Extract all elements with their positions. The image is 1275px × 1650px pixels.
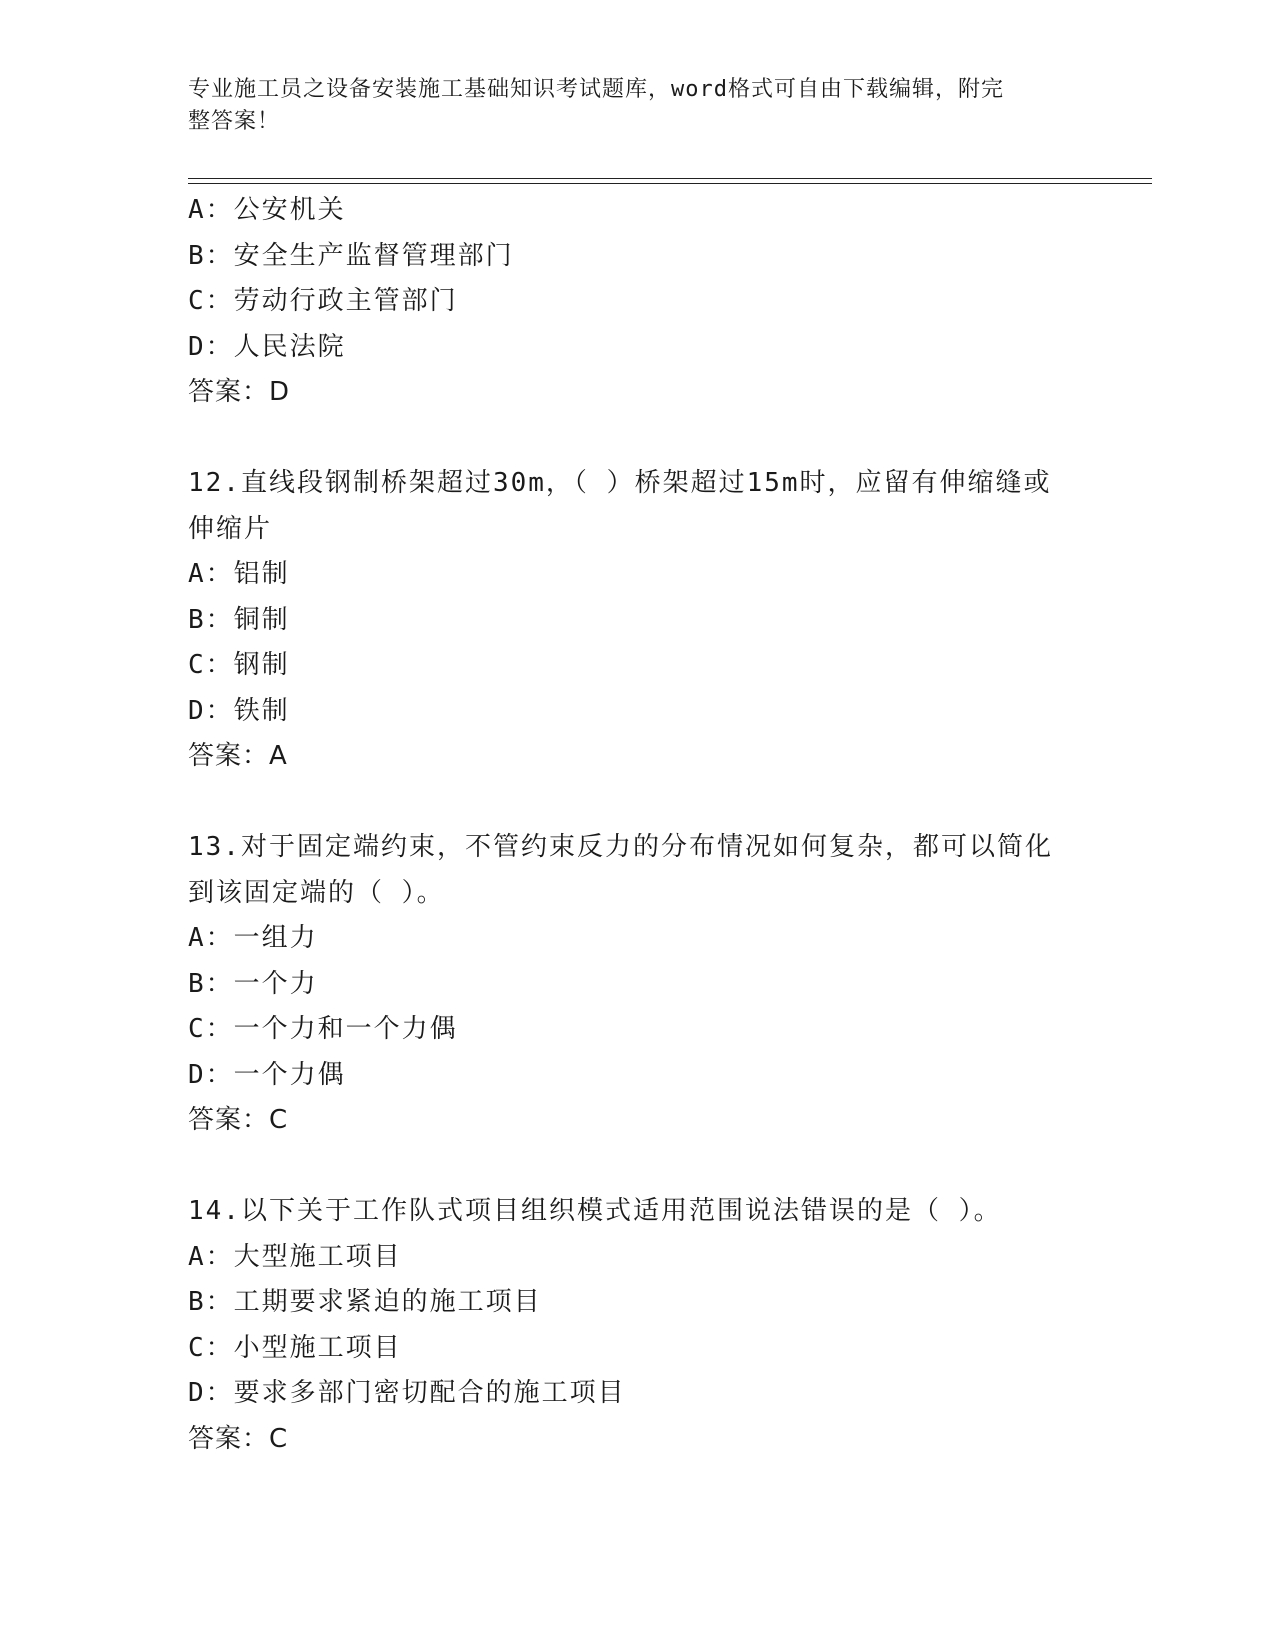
- question-14-block: [188, 1189, 1088, 1462]
- question-stem: 12.直线段钢制桥架超过30m，（ ）桥架超过15m时，应留有伸缩缝或: [188, 468, 1052, 498]
- question-stem: 13.对于固定端约束，不管约束反力的分布情况如何复杂，都可以简化: [188, 832, 1053, 862]
- header-line-1: 专业施工员之设备安装施工基础知识考试题库，word格式可自由下载编辑，附完: [188, 77, 1004, 102]
- option-b: B：安全生产监督管理部门: [188, 240, 514, 271]
- question-list: [188, 188, 1088, 1462]
- option-d: D：要求多部门密切配合的施工项目: [188, 1378, 626, 1408]
- option-c: C：一个力和一个力偶: [188, 1014, 458, 1044]
- option-c: C：小型施工项目: [188, 1332, 402, 1363]
- option-a: A：大型施工项目: [188, 1241, 402, 1272]
- option-d: D：一个力偶: [188, 1059, 346, 1090]
- question-stem-continued: 到该固定端的（ ）。: [188, 877, 445, 908]
- header-divider-top: [188, 178, 1152, 179]
- option-c: C：劳动行政主管部门: [188, 286, 458, 316]
- option-b: B：工期要求紧迫的施工项目: [188, 1287, 542, 1317]
- option-b: B：一个力: [188, 968, 318, 999]
- answer-line: 答案：C: [188, 1423, 289, 1454]
- header-divider-bottom: [188, 183, 1152, 184]
- answer-line: 答案：D: [188, 377, 291, 407]
- option-d: D：人民法院: [188, 331, 346, 362]
- option-a: A：公安机关: [188, 195, 346, 225]
- question-12-block: [188, 461, 1088, 780]
- option-b: B：铜制: [188, 604, 290, 635]
- option-a: A：一组力: [188, 923, 318, 953]
- question-11-block: [188, 188, 1088, 416]
- question-13-block: [188, 825, 1088, 1144]
- option-c: C：钢制: [188, 650, 290, 680]
- document-header: [188, 74, 1068, 138]
- question-stem-continued: 伸缩片: [188, 513, 273, 544]
- question-stem: 14.以下关于工作队式项目组织模式适用范围说法错误的是（ ）。: [188, 1196, 1002, 1226]
- answer-line: 答案：C: [188, 1105, 289, 1135]
- answer-line: 答案：A: [188, 741, 288, 771]
- header-line-2: 整答案！: [188, 109, 281, 134]
- option-a: A：铝制: [188, 559, 290, 589]
- option-d: D：铁制: [188, 695, 290, 726]
